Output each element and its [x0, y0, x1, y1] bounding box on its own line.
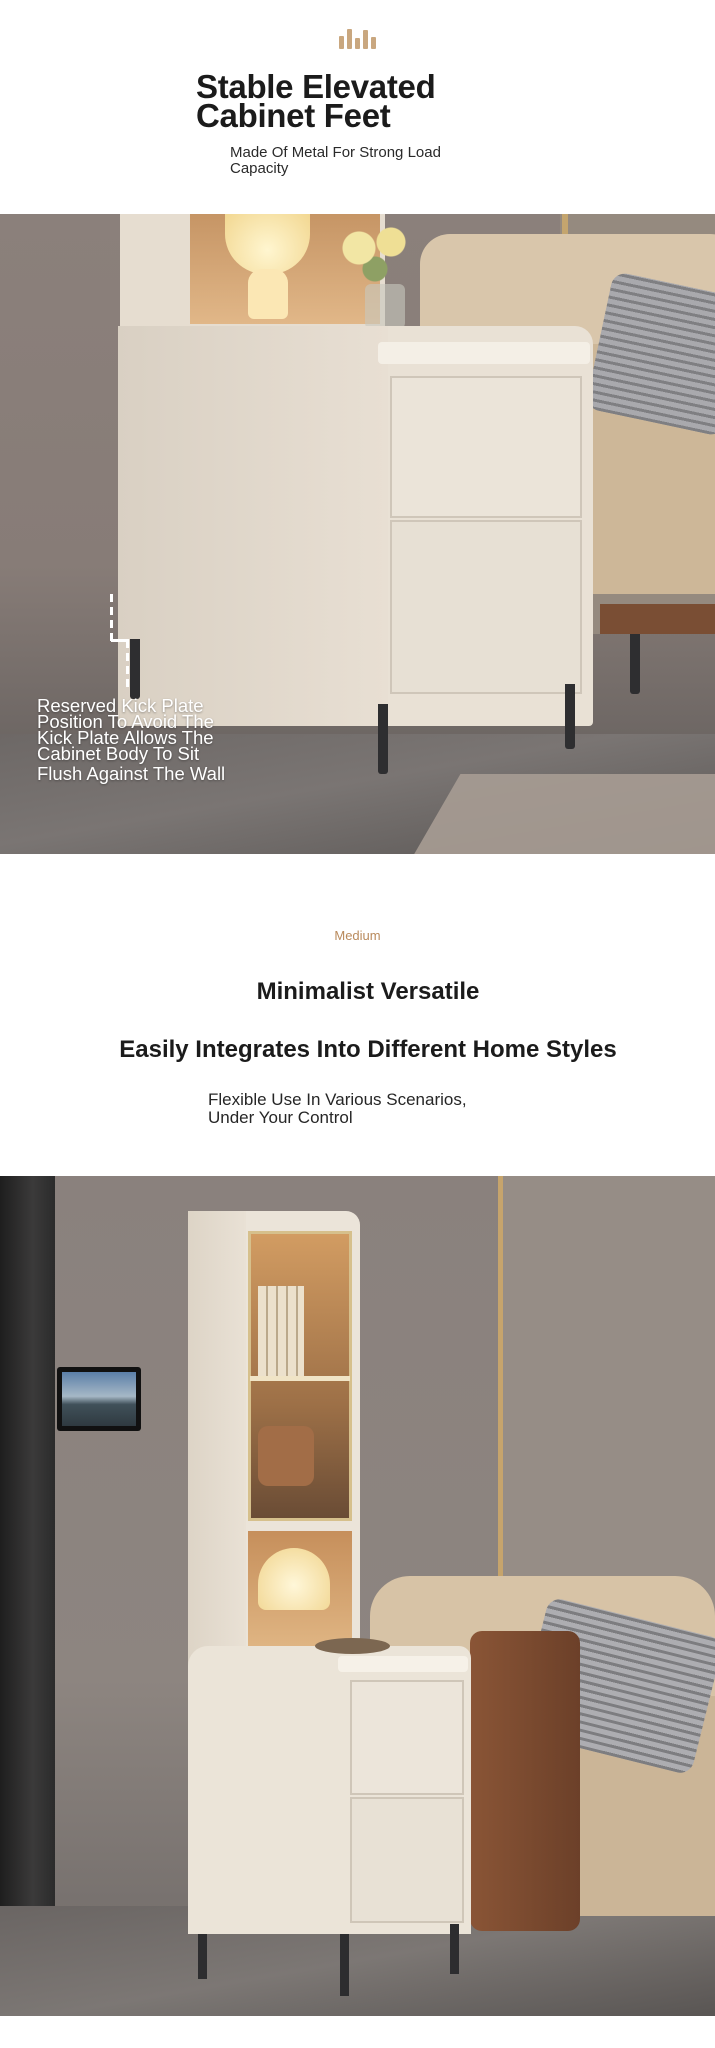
metal-leg: [198, 1934, 207, 1979]
drawer-bottom: [350, 1797, 464, 1923]
landscape-picture: [62, 1372, 136, 1426]
title-line-1: Stable Elevated: [196, 68, 436, 105]
section-title-integrates: Easily Integrates Into Different Home Styles: [119, 1036, 617, 1063]
caption-line: Reserved Kick Plate: [37, 695, 204, 716]
feature-header-feet: [0, 0, 715, 214]
caption-line: Cabinet Body To Sit: [37, 743, 200, 764]
section-title-feet: [196, 68, 516, 134]
drawer-top: [390, 376, 582, 518]
subtitle-line-2: Capacity: [230, 160, 289, 177]
cabinet-top: [378, 342, 590, 364]
drawer-top: [350, 1680, 464, 1795]
caption-line: Flush Against The Wall: [37, 763, 226, 784]
section-subtitle-feet: [230, 145, 490, 177]
product-photo-tall-cabinet: [0, 1176, 715, 2016]
metal-leg: [130, 639, 140, 699]
metal-leg: [630, 634, 640, 694]
kick-plate-marker: [110, 594, 113, 642]
caption-line: Kick Plate Allows The: [37, 727, 214, 748]
tulip-flowers: [335, 224, 415, 284]
drawer-bottom: [390, 520, 582, 694]
metal-leg: [378, 704, 388, 774]
subtitle-line-1: Made Of Metal For Strong Load: [230, 144, 441, 161]
dark-wall-panel: [0, 1176, 55, 1946]
subtitle-line-2: Under Your Control: [208, 1108, 353, 1127]
product-photo-side-cabinet: [0, 214, 715, 854]
feature-header-versatile: [0, 854, 715, 1176]
gold-bars-icon: [339, 27, 377, 49]
mushroom-lamp: [258, 1548, 330, 1610]
size-label: Medium: [334, 928, 381, 943]
section-subtitle-versatile: [208, 1091, 508, 1127]
metal-leg: [340, 1934, 349, 1996]
caption-line: Position To Avoid The: [37, 711, 214, 732]
tray: [315, 1638, 390, 1654]
subtitle-line-1: Flexible Use In Various Scenarios,: [208, 1090, 467, 1109]
cabinet-top: [338, 1656, 468, 1672]
metal-leg: [565, 684, 575, 749]
sofa-arm: [470, 1631, 580, 1931]
section-title-versatile: Minimalist Versatile: [256, 978, 480, 1005]
kick-plate-caption: [37, 695, 277, 784]
handbag: [258, 1426, 314, 1486]
title-line-2: Cabinet Feet: [196, 97, 391, 134]
books: [258, 1286, 304, 1376]
metal-leg: [450, 1924, 459, 1974]
